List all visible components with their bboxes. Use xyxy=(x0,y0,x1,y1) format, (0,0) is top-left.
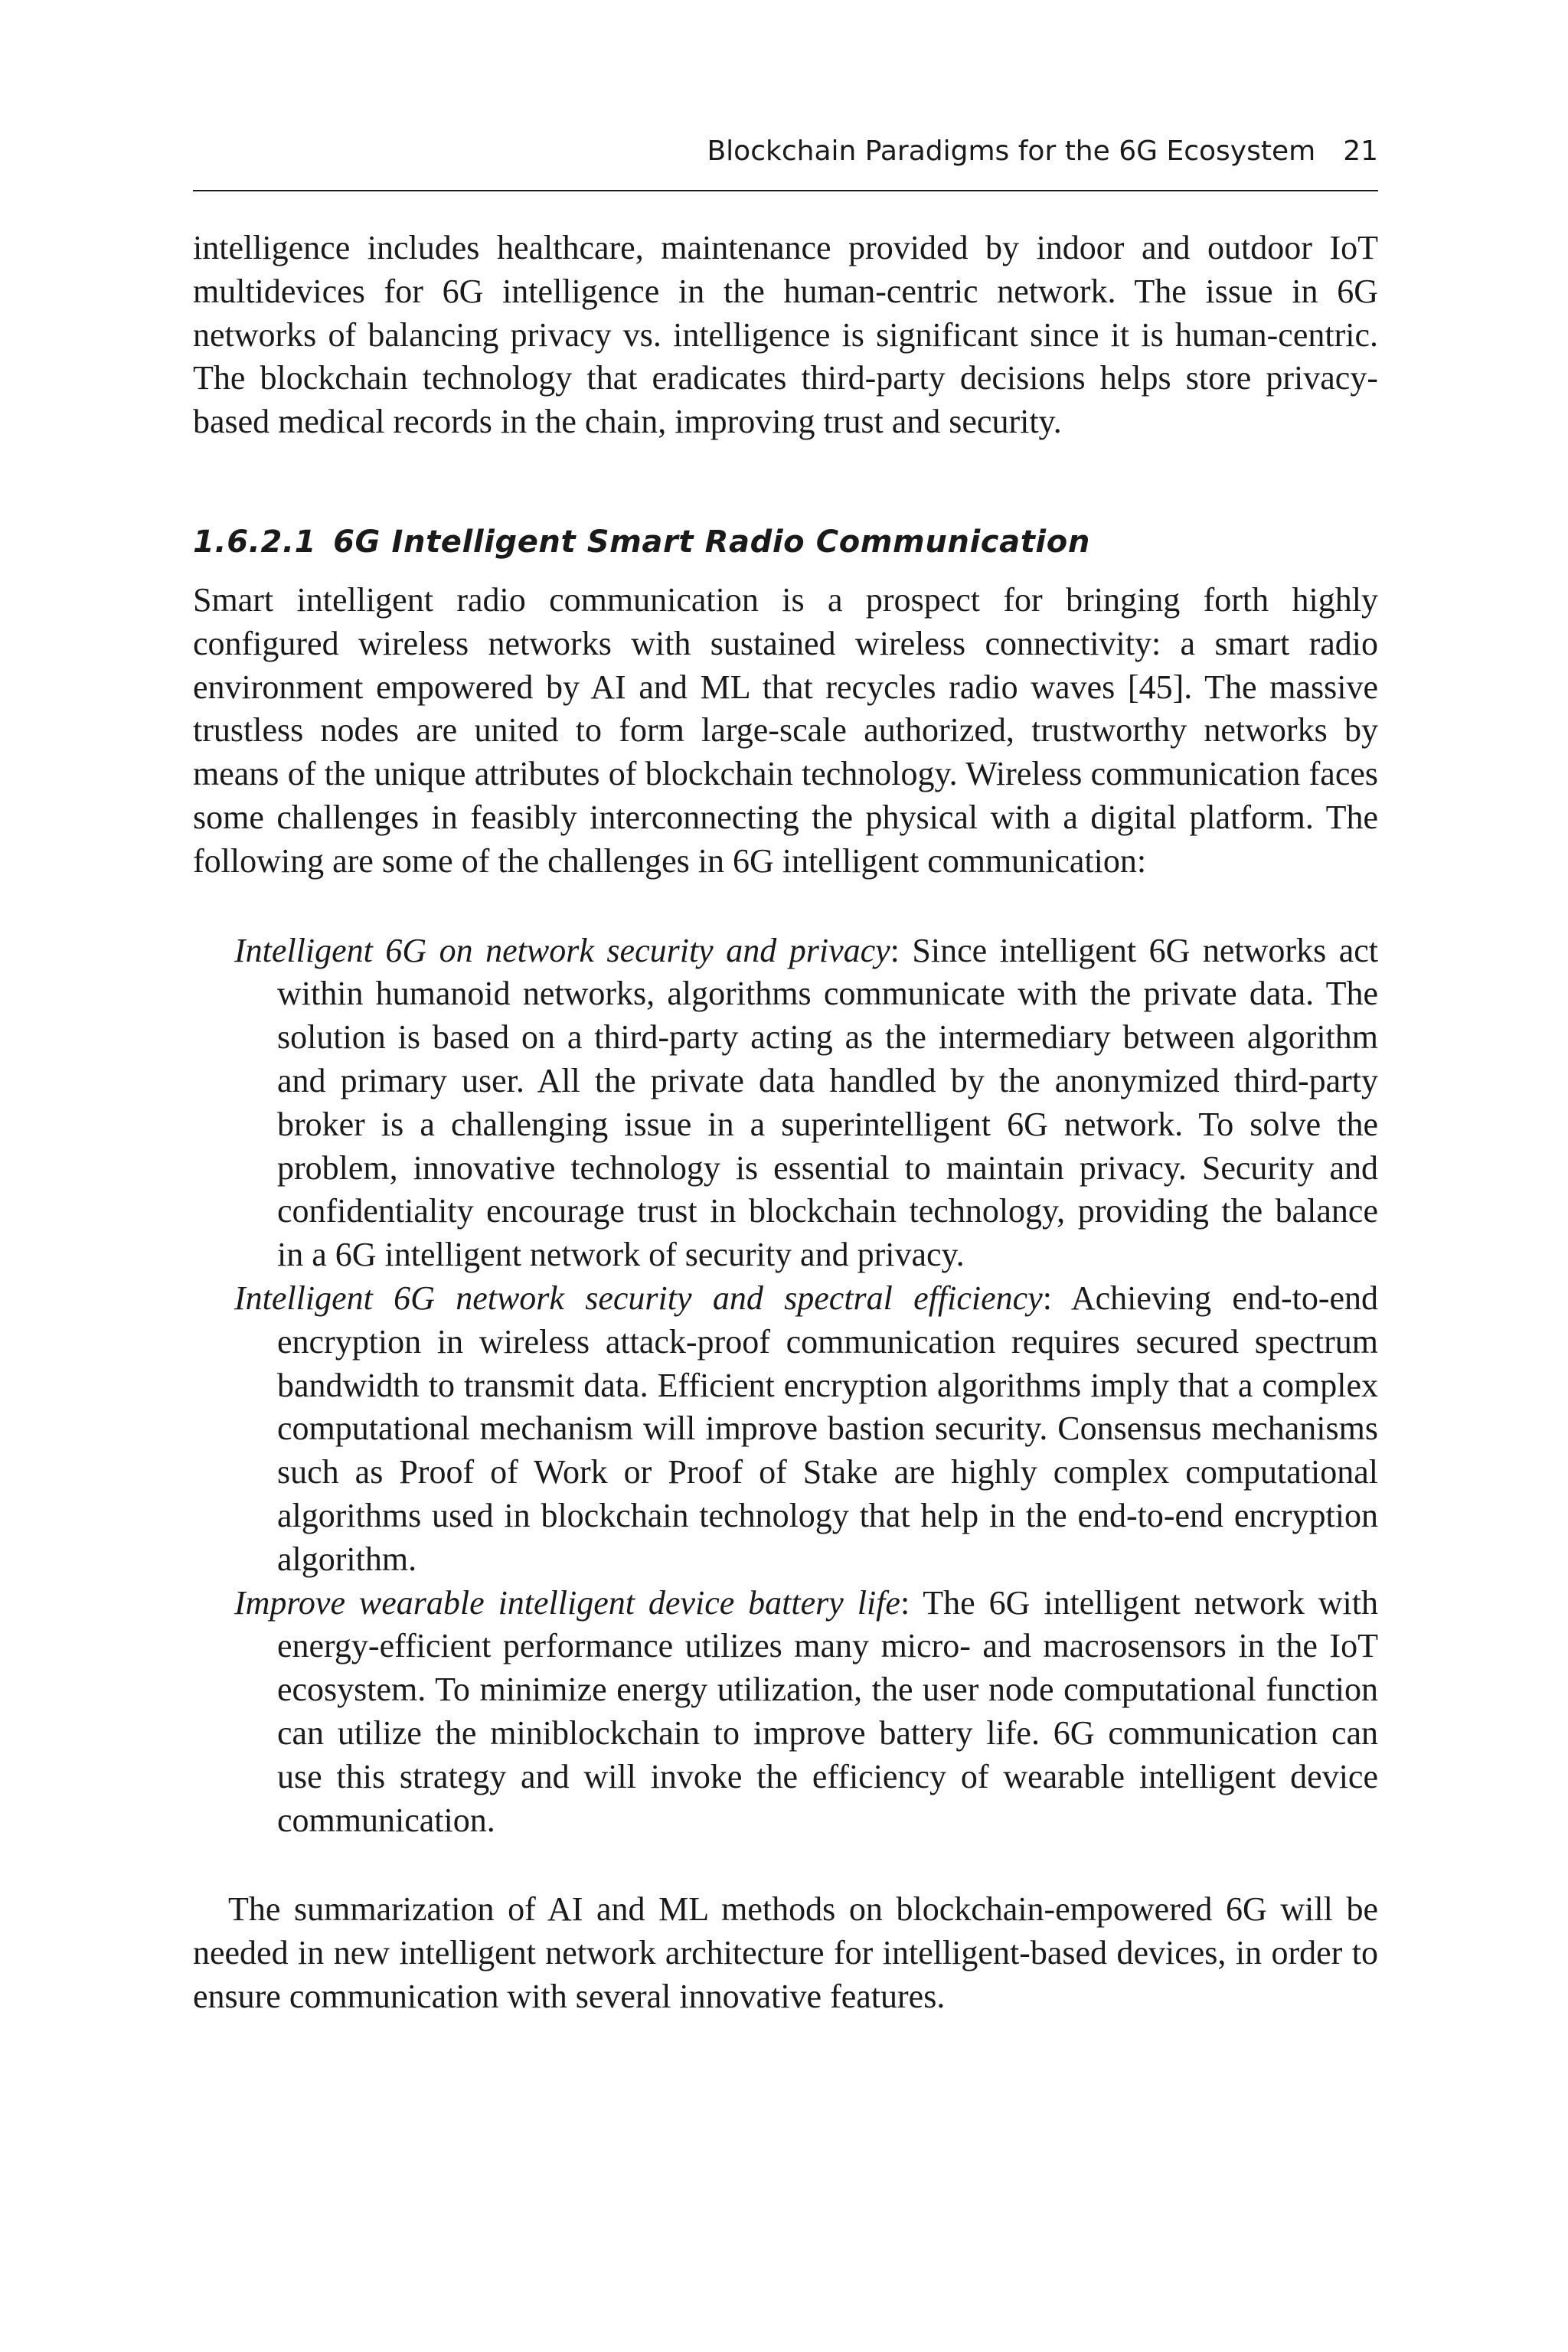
list-item-term: Improve wearable intelligent device battery life xyxy=(234,1583,900,1622)
list-item-text: : Achieving end-to-end encryption in wireless attack-proof communication requires secured spectrum bandwidth to transmit data. Efficient encryption algorithms imply that a complex computational mechanism will improve bastion security. Consensus mechanisms such as Proof of Work or Proof of Stake are highly complex computational algorithms used in blockchain technology that help in the end-to-end encryption algorithm. xyxy=(277,1279,1378,1578)
running-header-title: Blockchain Paradigms for the 6G Ecosystem xyxy=(707,136,1316,167)
header-rule xyxy=(193,190,1378,191)
page-content xyxy=(193,227,1378,2019)
section-intro-paragraph: Smart intelligent radio communication is a prospect for bringing forth highly configured wireless networks with sustained wireless connectivity: a smart radio environment empowered by AI and ML that recycles radio waves [45]. The massive trustless nodes are united to form large-scale authorized, trustworthy networks by means of the unique attributes of blockchain technology. Wireless communication faces some challenges in feasibly interconnecting the physical with a digital platform. The following are some of the challenges in 6G intelligent communication: xyxy=(193,580,1378,880)
list-item-term: Intelligent 6G network security and spectral efficiency xyxy=(234,1279,1043,1317)
list-item xyxy=(193,929,1378,1277)
list-item-text: : Since intelligent 6G networks act within humanoid networks, algorithms communicate with the private data. The solution is based on a third-party acting as the intermediary between algorithm and primary user. All the private data handled by the anonymized third-party broker is a challenging issue in a superintelligent 6G network. To solve the problem, innovative technology is essential to maintain privacy. Security and confidentiality encourage trust in blockchain technology, providing the balance in a 6G intelligent network of security and privacy. xyxy=(277,931,1378,1274)
list-item-text: : The 6G intelligent network with energy-efficient performance utilizes many micro- and macrosensors in the IoT ecosystem. To minimize energy utilization, the user node computational function can utilize the miniblockchain to improve battery life. 6G communication can use this strategy and will invoke the efficiency of wearable intelligent device communication. xyxy=(277,1583,1378,1839)
section-heading xyxy=(193,521,1378,564)
list-item xyxy=(193,1582,1378,1843)
challenge-list xyxy=(193,929,1378,1843)
list-item xyxy=(193,1277,1378,1582)
section-number: 1.6.2.1 xyxy=(193,524,317,560)
page-number: 21 xyxy=(1343,136,1378,167)
closing-paragraph: The summarization of AI and ML methods on blockchain-empowered 6G will be needed in new intelligent network architecture for intelligent-based devices, in order to ensure communication with several innovative features. xyxy=(193,1890,1378,2015)
section-title: 6G Intelligent Smart Radio Communication xyxy=(333,524,1090,560)
list-item-term: Intelligent 6G on network security and privacy xyxy=(234,931,890,969)
opening-paragraph: intelligence includes healthcare, maintenance provided by indoor and outdoor IoT multidevices for 6G intelligence in the human-centric network. The issue in 6G networks of balancing privacy vs. intelligence is significant since it is human-centric. The blockchain technology that eradicates third-party decisions helps store privacy-based medical records in the chain, improving trust and security. xyxy=(193,229,1378,441)
running-header xyxy=(193,138,1378,165)
